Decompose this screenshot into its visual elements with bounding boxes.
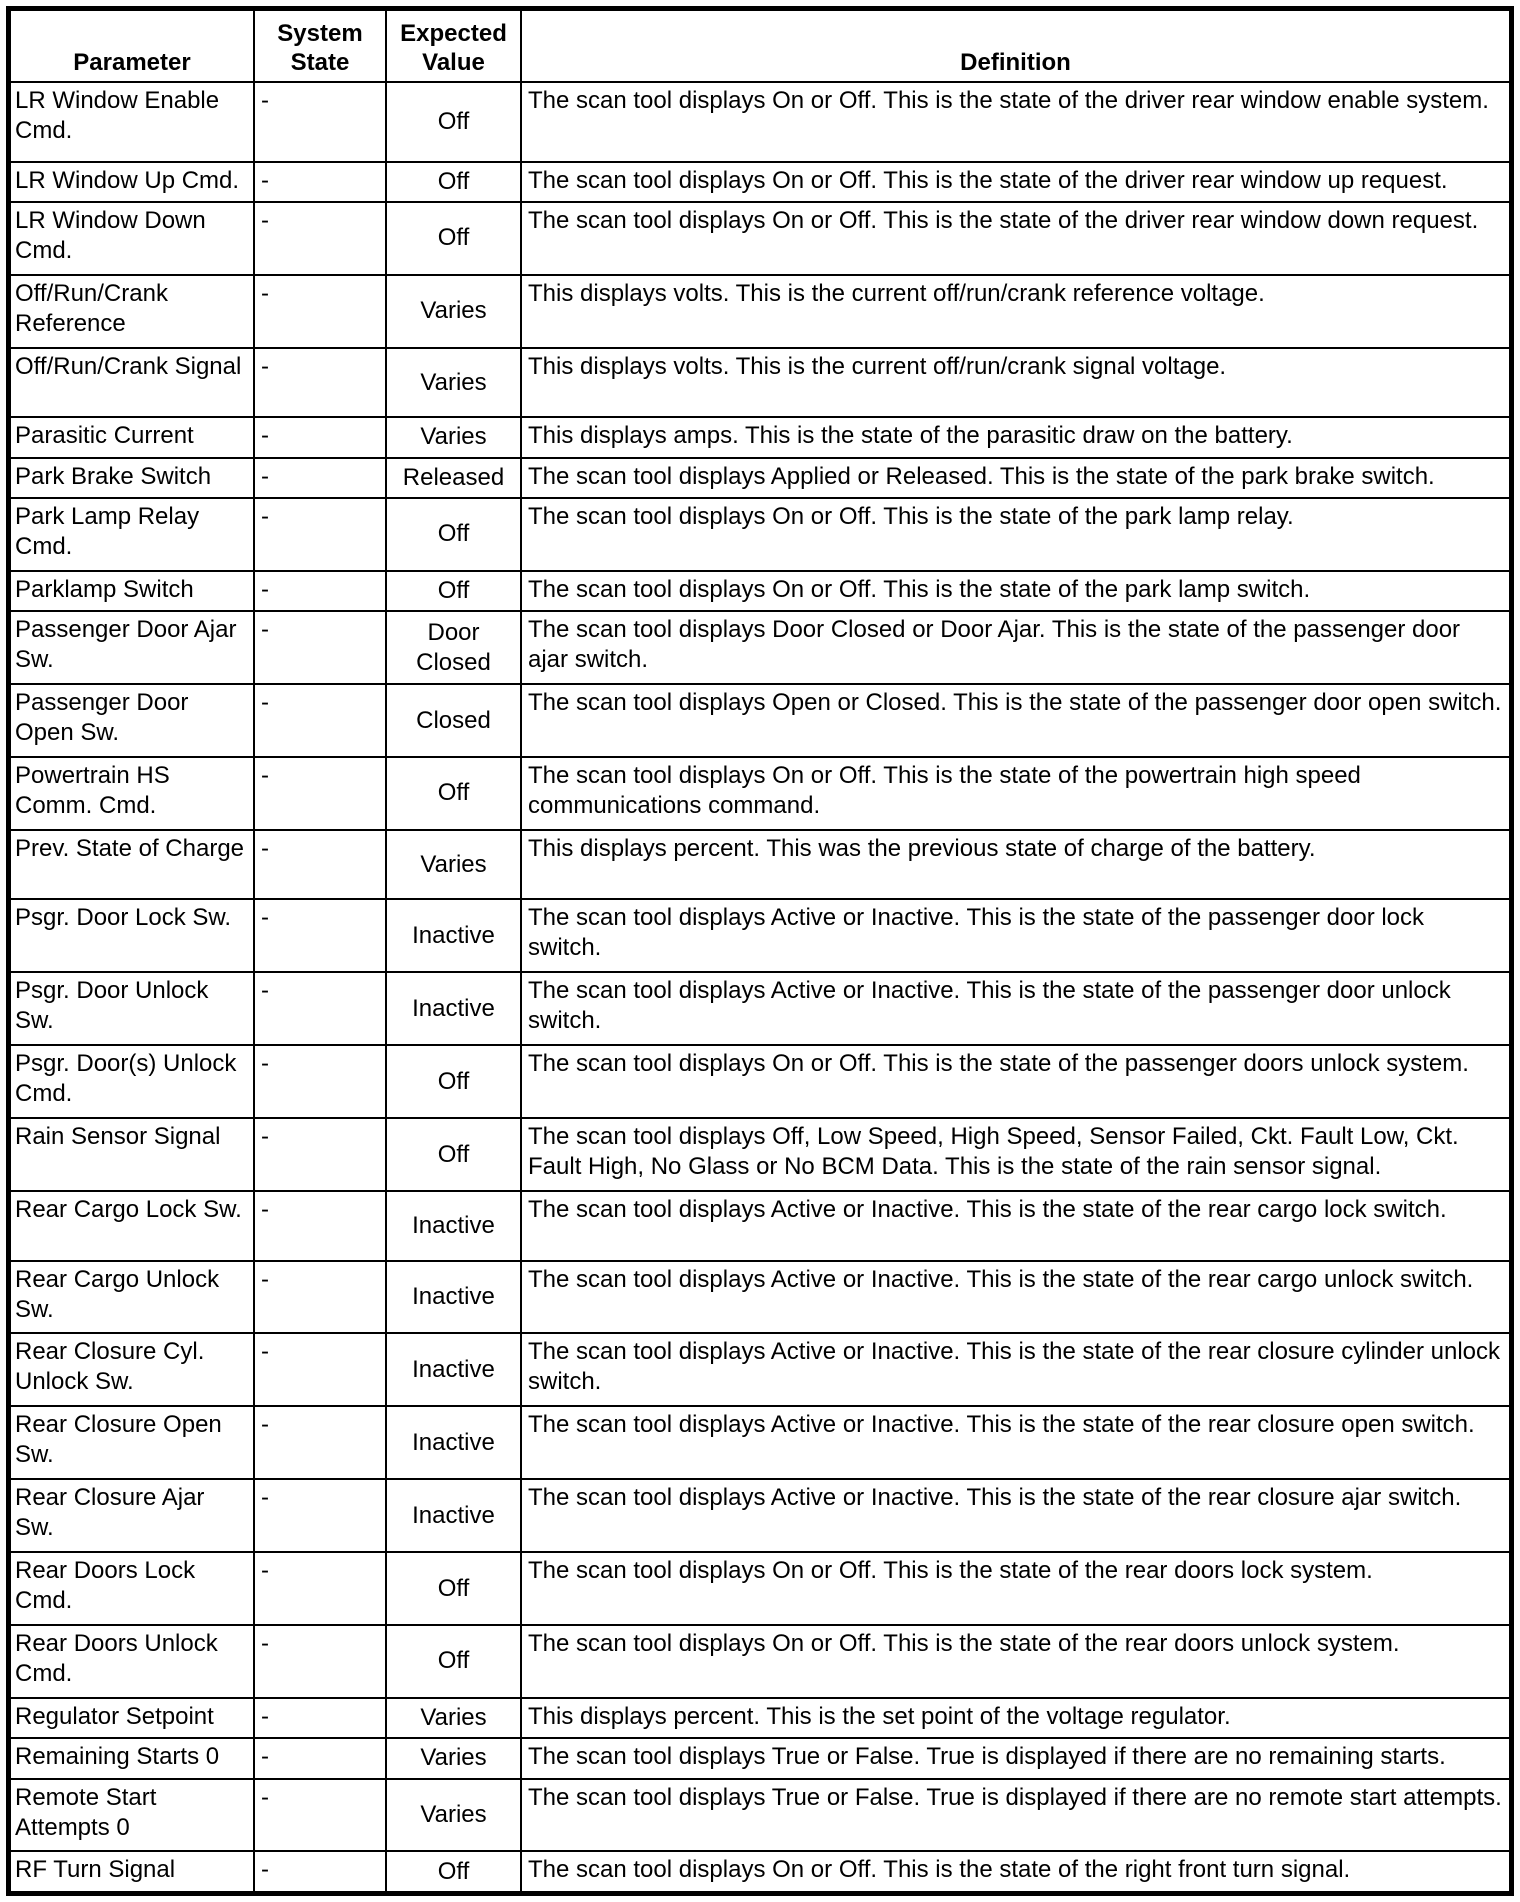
system-state-cell: - — [254, 162, 386, 202]
parameter-cell: LR Window Up Cmd. — [10, 162, 254, 202]
definition-cell: This displays percent. This is the set point of the voltage regulator. — [521, 1698, 1510, 1738]
system-state-cell: - — [254, 1118, 386, 1191]
parameter-cell: Parklamp Switch — [10, 571, 254, 611]
expected-value-cell: Varies — [386, 830, 521, 900]
parameter-cell: Regulator Setpoint — [10, 1698, 254, 1738]
system-state-cell: - — [254, 1191, 386, 1261]
table-row — [10, 684, 1510, 757]
table-header-row — [10, 10, 1510, 82]
table-row — [10, 458, 1510, 498]
table-row — [10, 1045, 1510, 1118]
table-row — [10, 1625, 1510, 1698]
definition-cell: The scan tool displays On or Off. This is the state of the rear doors unlock system. — [521, 1625, 1510, 1698]
data-table-sheet — [6, 6, 1514, 1896]
system-state-cell: - — [254, 1779, 386, 1852]
system-state-cell: - — [254, 82, 386, 162]
definition-cell: This displays amps. This is the state of the parasitic draw on the battery. — [521, 417, 1510, 457]
header-system-state — [254, 10, 386, 82]
definition-cell: The scan tool displays On or Off. This is the state of the park lamp switch. — [521, 571, 1510, 611]
header-expected-value-line2: Value — [422, 49, 485, 76]
table-row — [10, 830, 1510, 900]
table-row — [10, 498, 1510, 571]
parameter-cell: Psgr. Door Lock Sw. — [10, 899, 254, 972]
expected-value-cell: Varies — [386, 1738, 521, 1778]
table-row — [10, 571, 1510, 611]
system-state-cell: - — [254, 830, 386, 900]
table-row — [10, 1118, 1510, 1191]
table-row — [10, 202, 1510, 275]
table-body — [10, 82, 1510, 1892]
header-system-state-line1: System — [277, 20, 363, 47]
parameter-cell: Passenger Door Ajar Sw. — [10, 611, 254, 684]
expected-value-cell: Off — [386, 82, 521, 162]
table-row — [10, 82, 1510, 162]
expected-value-cell: Off — [386, 1045, 521, 1118]
definition-cell: The scan tool displays On or Off. This is the state of the powertrain high speed communications command. — [521, 757, 1510, 830]
expected-value-cell: Varies — [386, 348, 521, 418]
expected-value-cell: Off — [386, 498, 521, 571]
expected-value-cell: Off — [386, 1625, 521, 1698]
definition-cell: The scan tool displays Applied or Released. This is the state of the park brake switch. — [521, 458, 1510, 498]
header-parameter: Parameter — [10, 10, 254, 82]
definition-cell: The scan tool displays Door Closed or Door Ajar. This is the state of the passenger door ajar switch. — [521, 611, 1510, 684]
expected-value-cell: Off — [386, 202, 521, 275]
parameter-cell: Psgr. Door Unlock Sw. — [10, 972, 254, 1045]
parameter-cell: Rain Sensor Signal — [10, 1118, 254, 1191]
definition-cell: The scan tool displays Active or Inactive. This is the state of the rear closure cylinder unlock switch. — [521, 1333, 1510, 1406]
parameter-cell: Remaining Starts 0 — [10, 1738, 254, 1778]
system-state-cell: - — [254, 1625, 386, 1698]
expected-value-cell: Inactive — [386, 899, 521, 972]
parameter-cell: Rear Doors Lock Cmd. — [10, 1552, 254, 1625]
system-state-cell: - — [254, 899, 386, 972]
system-state-cell: - — [254, 275, 386, 348]
table-row — [10, 1552, 1510, 1625]
parameter-cell: Rear Cargo Lock Sw. — [10, 1191, 254, 1261]
table-row — [10, 899, 1510, 972]
definition-cell: The scan tool displays True or False. True is displayed if there are no remaining starts. — [521, 1738, 1510, 1778]
expected-value-cell: Closed — [386, 684, 521, 757]
definition-cell: The scan tool displays On or Off. This is the state of the passenger doors unlock system. — [521, 1045, 1510, 1118]
system-state-cell: - — [254, 611, 386, 684]
definition-cell: The scan tool displays Active or Inactive. This is the state of the rear closure ajar switch. — [521, 1479, 1510, 1552]
definition-cell: This displays volts. This is the current off/run/crank signal voltage. — [521, 348, 1510, 418]
definition-cell: The scan tool displays Active or Inactive. This is the state of the passenger door lock switch. — [521, 899, 1510, 972]
parameter-cell: Powertrain HS Comm. Cmd. — [10, 757, 254, 830]
table-row — [10, 1261, 1510, 1334]
table-row — [10, 1851, 1510, 1892]
header-expected-value — [386, 10, 521, 82]
system-state-cell: - — [254, 1045, 386, 1118]
expected-value-cell: Inactive — [386, 1479, 521, 1552]
definition-cell: The scan tool displays Active or Inactive. This is the state of the passenger door unlock switch. — [521, 972, 1510, 1045]
definition-cell: The scan tool displays On or Off. This is the state of the driver rear window enable system. — [521, 82, 1510, 162]
system-state-cell: - — [254, 1738, 386, 1778]
parameter-cell: Park Lamp Relay Cmd. — [10, 498, 254, 571]
definition-cell: The scan tool displays On or Off. This is the state of the driver rear window up request. — [521, 162, 1510, 202]
definition-cell: The scan tool displays On or Off. This is the state of the right front turn signal. — [521, 1851, 1510, 1892]
system-state-cell: - — [254, 972, 386, 1045]
parameter-cell: LR Window Down Cmd. — [10, 202, 254, 275]
parameter-cell: Rear Closure Cyl. Unlock Sw. — [10, 1333, 254, 1406]
expected-value-cell: Varies — [386, 417, 521, 457]
parameter-cell: Rear Cargo Unlock Sw. — [10, 1261, 254, 1334]
table-row — [10, 348, 1510, 418]
table-row — [10, 417, 1510, 457]
expected-value-cell: Off — [386, 1851, 521, 1892]
scan-tool-data-table — [9, 9, 1511, 1893]
definition-cell: The scan tool displays Active or Inactive. This is the state of the rear cargo lock switch. — [521, 1191, 1510, 1261]
expected-value-cell: Inactive — [386, 972, 521, 1045]
table-row — [10, 275, 1510, 348]
expected-value-cell: Released — [386, 458, 521, 498]
expected-value-cell: Door Closed — [386, 611, 521, 684]
system-state-cell: - — [254, 571, 386, 611]
expected-value-cell: Inactive — [386, 1261, 521, 1334]
parameter-cell: Rear Closure Open Sw. — [10, 1406, 254, 1479]
table-row — [10, 162, 1510, 202]
system-state-cell: - — [254, 1479, 386, 1552]
expected-value-cell: Varies — [386, 275, 521, 348]
table-row — [10, 1191, 1510, 1261]
expected-value-cell: Off — [386, 1118, 521, 1191]
parameter-cell: Passenger Door Open Sw. — [10, 684, 254, 757]
expected-value-cell: Inactive — [386, 1406, 521, 1479]
parameter-cell: Off/Run/Crank Signal — [10, 348, 254, 418]
table-row — [10, 611, 1510, 684]
system-state-cell: - — [254, 1406, 386, 1479]
parameter-cell: Rear Doors Unlock Cmd. — [10, 1625, 254, 1698]
parameter-cell: Prev. State of Charge — [10, 830, 254, 900]
definition-cell: The scan tool displays Off, Low Speed, High Speed, Sensor Failed, Ckt. Fault Low, Ckt. Fault High, No Glass or No BCM Data. This is the state of the rain sensor signal. — [521, 1118, 1510, 1191]
system-state-cell: - — [254, 757, 386, 830]
definition-cell: The scan tool displays On or Off. This is the state of the driver rear window down request. — [521, 202, 1510, 275]
definition-cell: The scan tool displays True or False. True is displayed if there are no remote start attempts. — [521, 1779, 1510, 1852]
parameter-cell: Rear Closure Ajar Sw. — [10, 1479, 254, 1552]
parameter-cell: RF Turn Signal — [10, 1851, 254, 1892]
system-state-cell: - — [254, 1851, 386, 1892]
table-row — [10, 1738, 1510, 1778]
system-state-cell: - — [254, 498, 386, 571]
definition-cell: This displays volts. This is the current off/run/crank reference voltage. — [521, 275, 1510, 348]
table-row — [10, 757, 1510, 830]
table-row — [10, 1333, 1510, 1406]
system-state-cell: - — [254, 202, 386, 275]
system-state-cell: - — [254, 348, 386, 418]
parameter-cell: Parasitic Current — [10, 417, 254, 457]
expected-value-cell: Varies — [386, 1779, 521, 1852]
system-state-cell: - — [254, 1333, 386, 1406]
expected-value-cell: Inactive — [386, 1333, 521, 1406]
expected-value-cell: Off — [386, 571, 521, 611]
system-state-cell: - — [254, 458, 386, 498]
system-state-cell: - — [254, 1261, 386, 1334]
parameter-cell: Off/Run/Crank Reference — [10, 275, 254, 348]
header-expected-value-line1: Expected — [400, 20, 507, 47]
definition-cell: The scan tool displays Active or Inactive. This is the state of the rear cargo unlock switch. — [521, 1261, 1510, 1334]
definition-cell: This displays percent. This was the previous state of charge of the battery. — [521, 830, 1510, 900]
system-state-cell: - — [254, 1698, 386, 1738]
header-system-state-line2: State — [290, 49, 350, 76]
expected-value-cell: Off — [386, 162, 521, 202]
system-state-cell: - — [254, 1552, 386, 1625]
definition-cell: The scan tool displays On or Off. This is the state of the rear doors lock system. — [521, 1552, 1510, 1625]
system-state-cell: - — [254, 417, 386, 457]
definition-cell: The scan tool displays On or Off. This is the state of the park lamp relay. — [521, 498, 1510, 571]
expected-value-cell: Off — [386, 757, 521, 830]
expected-value-cell: Varies — [386, 1698, 521, 1738]
parameter-cell: LR Window Enable Cmd. — [10, 82, 254, 162]
table-row — [10, 1479, 1510, 1552]
parameter-cell: Park Brake Switch — [10, 458, 254, 498]
definition-cell: The scan tool displays Active or Inactive. This is the state of the rear closure open switch. — [521, 1406, 1510, 1479]
table-row — [10, 1779, 1510, 1852]
table-row — [10, 1698, 1510, 1738]
parameter-cell: Remote Start Attempts 0 — [10, 1779, 254, 1852]
expected-value-cell: Inactive — [386, 1191, 521, 1261]
system-state-cell: - — [254, 684, 386, 757]
header-definition: Definition — [521, 10, 1510, 82]
table-row — [10, 1406, 1510, 1479]
parameter-cell: Psgr. Door(s) Unlock Cmd. — [10, 1045, 254, 1118]
definition-cell: The scan tool displays Open or Closed. This is the state of the passenger door open switch. — [521, 684, 1510, 757]
table-row — [10, 972, 1510, 1045]
expected-value-cell: Off — [386, 1552, 521, 1625]
